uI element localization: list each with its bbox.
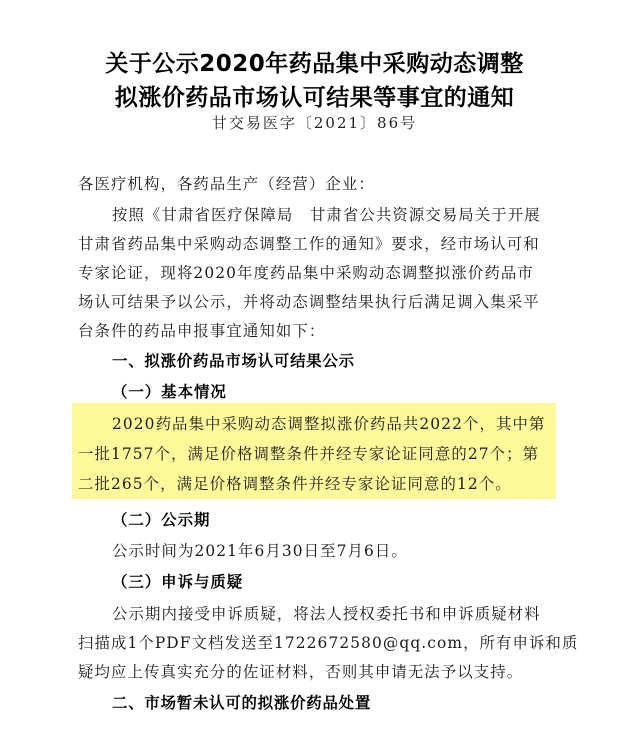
public-period-line: 公示时间为2021年6月30日至7月6日。 bbox=[112, 542, 408, 560]
salutation: 各医疗机构，各药品生产（经营）企业： bbox=[78, 175, 375, 193]
intro-line-3: 专家论证，现将2020年度药品集中采购动态调整拟涨价药品市 bbox=[78, 264, 534, 282]
document-title-line-1: 关于公示2020年药品集中采购动态调整 bbox=[105, 51, 524, 77]
document-number: 甘交易医字〔2021〕86号 bbox=[211, 114, 418, 132]
appeal-line-3: 疑均应上传真实充分的佐证材料，否则其申请无法予以支持。 bbox=[78, 663, 524, 681]
subsection-1-heading: （一）基本情况 bbox=[112, 383, 227, 401]
basic-info-line-1: 2020药品集中采购动态调整拟涨价药品共2022个，其中第 bbox=[112, 415, 546, 433]
subsection-2-heading: （二）公示期 bbox=[112, 511, 211, 529]
intro-line-2: 甘肃省药品集中采购动态调整工作的通知》要求，经市场认可和 bbox=[78, 235, 540, 253]
basic-info-line-3: 二批265个，满足价格调整条件并经专家论证同意的12个。 bbox=[78, 475, 512, 493]
subsection-3-heading: （三）申诉与质疑 bbox=[112, 573, 244, 591]
intro-line-4: 场认可结果予以公示，并将动态调整结果执行后满足调入集采平 bbox=[78, 293, 540, 311]
appeal-line-2: 扫描成1个PDF文档发送至1722672580@qq.com，所有申诉和质 bbox=[78, 634, 579, 652]
section-1-heading: 一、拟涨价药品市场认可结果公示 bbox=[112, 352, 355, 370]
document-title-line-2: 拟涨价药品市场认可结果等事宜的通知 bbox=[114, 85, 515, 111]
basic-info-line-2: 一批1757个，满足价格调整条件并经专家论证同意的27个；第 bbox=[78, 445, 540, 463]
appeal-line-1: 公示期内接受申诉质疑，将法人授权委托书和申诉质疑材料 bbox=[112, 605, 541, 623]
intro-line-1: 按照《甘肃省医疗保障局 甘肃省公共资源交易局关于开展 bbox=[112, 206, 541, 224]
section-2-heading: 二、市场暂未认可的拟涨价药品处置 bbox=[112, 694, 372, 712]
intro-line-5: 台条件的药品申报事宜通知如下： bbox=[78, 322, 326, 340]
